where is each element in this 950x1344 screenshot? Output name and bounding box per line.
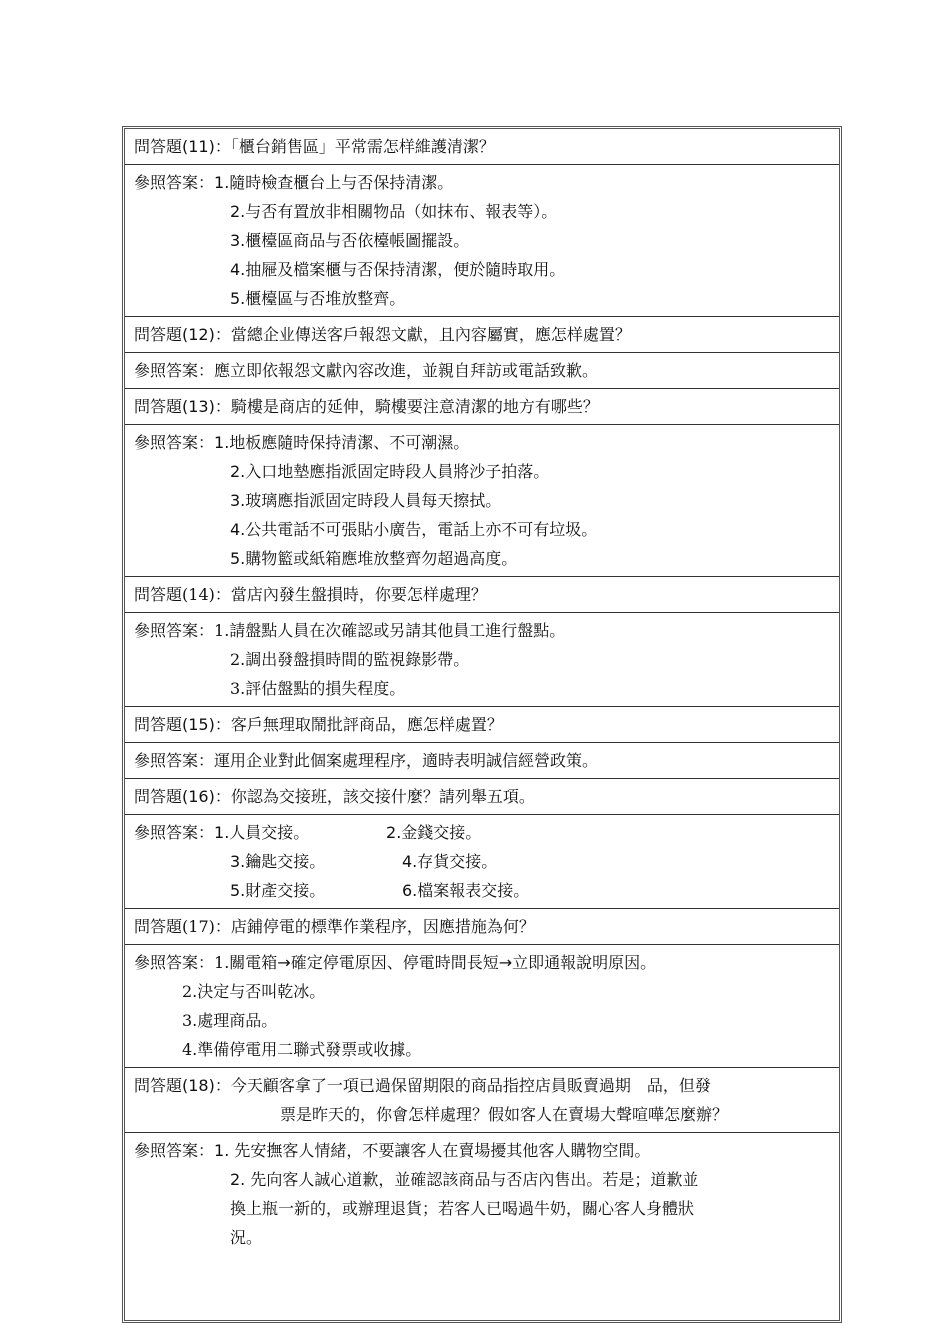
answer-label: 參照答案： [134, 823, 215, 842]
answer-item: 調出發盤損時間的監視錄影帶。 [245, 650, 470, 669]
answer-15 [125, 743, 839, 779]
question-text: 票是昨天的，你會怎样處理？假如客人在賣場大聲喧嘩怎麼辦？ [280, 1105, 729, 1124]
question-text: 問答題(13)：騎樓是商店的延伸，騎樓要注意清潔的地方有哪些？ [134, 397, 599, 416]
answer-label: 參照答案： [134, 621, 215, 640]
answer-item: 5.財產交接。 [230, 881, 326, 900]
answer-13 [125, 425, 839, 577]
answer-item: 6.檔案報表交接。 [402, 881, 530, 900]
question-14 [125, 577, 839, 613]
answer-number: 4. [182, 1040, 198, 1059]
answer-item: 1.隨時檢查櫃台上与否保持清潔。 [214, 173, 454, 192]
question-prefix: 問答題 [134, 917, 183, 936]
question-text: 問答題(16)：你認為交接班，該交接什麼？請列舉五項。 [134, 787, 535, 806]
answer-number: 3. [182, 1011, 198, 1030]
answer-item: 況。 [230, 1228, 263, 1247]
answer-item: 1. 先安撫客人情緒，不要讓客人在賣場擾其他客人購物空間。 [214, 1141, 651, 1160]
answer-item: 3.玻璃應指派固定時段人員每天擦拭。 [230, 491, 502, 510]
answer-item: 2. 先向客人誠心道歉，並確認該商品与否店內售出。若是；道歉並 [230, 1170, 699, 1189]
answer-18 [125, 1133, 839, 1320]
answer-label: 參照答案： [134, 173, 215, 192]
question-text: 問答題(11)：「櫃台銷售區」平常需怎样維護清潔？ [134, 137, 495, 156]
answer-14 [125, 613, 839, 707]
answer-11 [125, 165, 839, 317]
answer-number: 1. [214, 621, 230, 640]
question-text: 問答題(15)：客戶無理取鬧批評商品，應怎样處置？ [134, 715, 503, 734]
answer-17 [125, 945, 839, 1068]
answer-item: 1.地板應隨時保持清潔、不可潮濕。 [214, 433, 470, 452]
question-11 [125, 129, 839, 165]
question-text: ：店鋪停電的標準作業程序，因應措施為何？ [214, 917, 535, 936]
answer-item: 請盤點人員在次確認或另請其他員工進行盤點。 [229, 621, 566, 640]
question-16 [125, 779, 839, 815]
answer-item: 3.櫃檯區商品与否依檯帳圖擺設。 [230, 231, 470, 250]
question-13 [125, 389, 839, 425]
question-number: (17) [182, 917, 215, 936]
question-15 [125, 707, 839, 743]
answer-item: 4.存貨交接。 [402, 852, 498, 871]
question-18 [125, 1068, 839, 1133]
question-text: 問答題(12)：當總企业傳送客戶報怨文獻，且內容屬實，應怎样處置？ [134, 325, 631, 344]
answer-number: 2. [230, 650, 246, 669]
answer-item: 5.購物籃或紙箱應堆放整齊勿超過高度。 [230, 549, 518, 568]
answer-label: 參照答案： [134, 1141, 215, 1160]
answer-label: 參照答案： [134, 953, 215, 972]
answer-text: 參照答案：應立即依報怨文獻內容改進，並親自拜訪或電話致歉。 [134, 361, 599, 380]
answer-item: 5.櫃檯區与否堆放整齊。 [230, 289, 406, 308]
qa-table [122, 126, 842, 1323]
answer-item: 1.人員交接。 [214, 823, 310, 842]
answer-item: 3.鑰匙交接。 [230, 852, 326, 871]
answer-item: 換上瓶一新的，或辦理退貨；若客人已喝過牛奶，關心客人身體狀 [230, 1199, 695, 1218]
answer-item: 2.与否有置放非相關物品（如抹布、報表等）。 [230, 202, 558, 221]
answer-text: 參照答案：運用企业對此個案處理程序，適時表明誠信經營政策。 [134, 751, 599, 770]
answer-item: 決定与否叫乾冰。 [197, 982, 326, 1001]
question-text: 問答題(18)：今天顧客拿了一項已過保留期限的商品指控店員販賣過期 品，但發 [134, 1076, 711, 1095]
question-17 [125, 909, 839, 945]
answer-number: 3. [230, 679, 246, 698]
answer-item: 準備停電用二聯式發票或收據。 [197, 1040, 422, 1059]
question-number: (14) [182, 585, 215, 604]
answer-label: 參照答案： [134, 433, 215, 452]
question-text: ：當店內發生盤損時，你要怎样處理？ [214, 585, 487, 604]
answer-item: 處理商品。 [197, 1011, 278, 1030]
answer-item: 4.公共電話不可張貼小廣告，電話上亦不可有垃圾。 [230, 520, 598, 539]
question-12 [125, 317, 839, 353]
answer-number: 2. [182, 982, 198, 1001]
answer-item: 4.抽屜及檔案櫃与否保持清潔，便於隨時取用。 [230, 260, 566, 279]
answer-item: 評估盤點的損失程度。 [245, 679, 406, 698]
question-prefix: 問答題 [134, 585, 183, 604]
answer-number: 1. [214, 953, 230, 972]
answer-12 [125, 353, 839, 389]
answer-item: 2.入口地墊應指派固定時段人員將沙子拍落。 [230, 462, 550, 481]
answer-item: 2.金錢交接。 [386, 823, 482, 842]
answer-16 [125, 815, 839, 909]
answer-item: 關電箱→確定停電原因、停電時間長短→立即通報說明原因。 [229, 953, 657, 972]
